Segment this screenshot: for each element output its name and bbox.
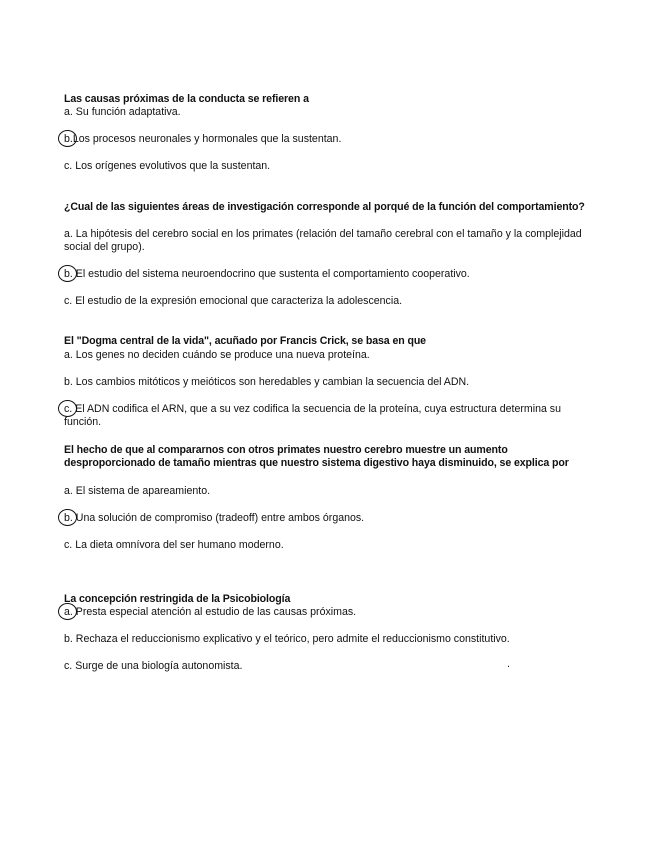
question-4-option-b-selected: [64, 512, 592, 525]
question-5-title: La concepción restringida de la Psicobiología: [64, 593, 291, 605]
question-1-option-c: [64, 160, 592, 173]
option-text: Los orígenes evolutivos que la sustentan.: [72, 160, 271, 172]
option-text: Los cambios mitóticos y meióticos son heredables y cambian la secuencia del ADN.: [72, 376, 470, 388]
option-text: Una solución de compromiso (tradeoff) entre ambos órganos.: [72, 512, 365, 524]
question-3-option-b: [64, 376, 592, 389]
question-5-option-c: [64, 660, 592, 673]
option-text: El sistema de apareamiento.: [72, 485, 211, 497]
selected-answer-circle: b.: [64, 133, 73, 145]
option-text: Surge de una biología autonomista.: [72, 660, 243, 672]
trailing-dot-mark: .: [507, 658, 510, 670]
question-1-title: Las causas próximas de la conducta se refieren a: [64, 93, 309, 105]
question-4-option-a: [64, 485, 592, 498]
option-letter: c.: [64, 160, 73, 172]
option-letter: a.: [64, 106, 73, 118]
option-letter: a.: [64, 228, 73, 240]
question-2-option-c: [64, 295, 592, 308]
question-4-title: El hecho de que al compararnos con otros primates nuestro cerebro muestre un aumento desproporcionado de tamaño mientras que nuestro sistema digestivo haya disminuido, se explica por: [64, 444, 569, 469]
option-text: El estudio del sistema neuroendocrino que sustenta el comportamiento cooperativo.: [72, 268, 470, 280]
option-text: Los procesos neuronales y hormonales que la sustentan.: [72, 133, 342, 145]
selected-answer-circle: a.: [64, 606, 73, 618]
question-4-option-c: [64, 539, 592, 552]
option-letter: b.: [64, 633, 73, 645]
option-text: Su función adaptativa.: [72, 106, 181, 118]
question-2-title: ¿Cual de las siguientes áreas de investigación corresponde al porqué de la función del comportamiento?: [64, 201, 585, 213]
question-3-title: El "Dogma central de la vida", acuñado por Francis Crick, se basa en que: [64, 335, 426, 347]
question-1-option-a: [64, 106, 592, 119]
option-letter: b.: [64, 376, 73, 388]
question-1-option-b-selected: [64, 133, 592, 146]
question-3-option-c-selected: [64, 403, 592, 429]
question-5-option-a-selected: [64, 606, 592, 619]
option-text: Rechaza el reduccionismo explicativo y el teórico, pero admite el reduccionismo constitutivo.: [72, 633, 510, 645]
option-letter: c.: [64, 539, 73, 551]
question-2-option-b-selected: [64, 268, 592, 281]
option-letter: c.: [64, 295, 73, 307]
question-5-option-b: [64, 633, 592, 646]
question-2-option-a: [64, 228, 592, 254]
selected-answer-circle: b.: [64, 268, 73, 280]
option-text: Los genes no deciden cuándo se produce una nueva proteína.: [72, 349, 370, 361]
selected-answer-circle: c.: [64, 403, 73, 415]
option-text: Presta especial atención al estudio de las causas próximas.: [72, 606, 357, 618]
option-text: El ADN codifica el ARN, que a su vez codifica la secuencia de la proteína, cuya estructura determina su función.: [64, 403, 561, 428]
selected-answer-circle: b.: [64, 512, 73, 524]
option-text: La dieta omnívora del ser humano moderno.: [72, 539, 284, 551]
option-letter: a.: [64, 349, 73, 361]
option-letter: a.: [64, 485, 73, 497]
option-letter: c.: [64, 660, 73, 672]
option-text: El estudio de la expresión emocional que caracteriza la adolescencia.: [72, 295, 403, 307]
question-3-option-a: [64, 349, 592, 362]
option-text: La hipótesis del cerebro social en los primates (relación del tamaño cerebral con el tamaño y la complejidad social del grupo).: [64, 228, 582, 253]
